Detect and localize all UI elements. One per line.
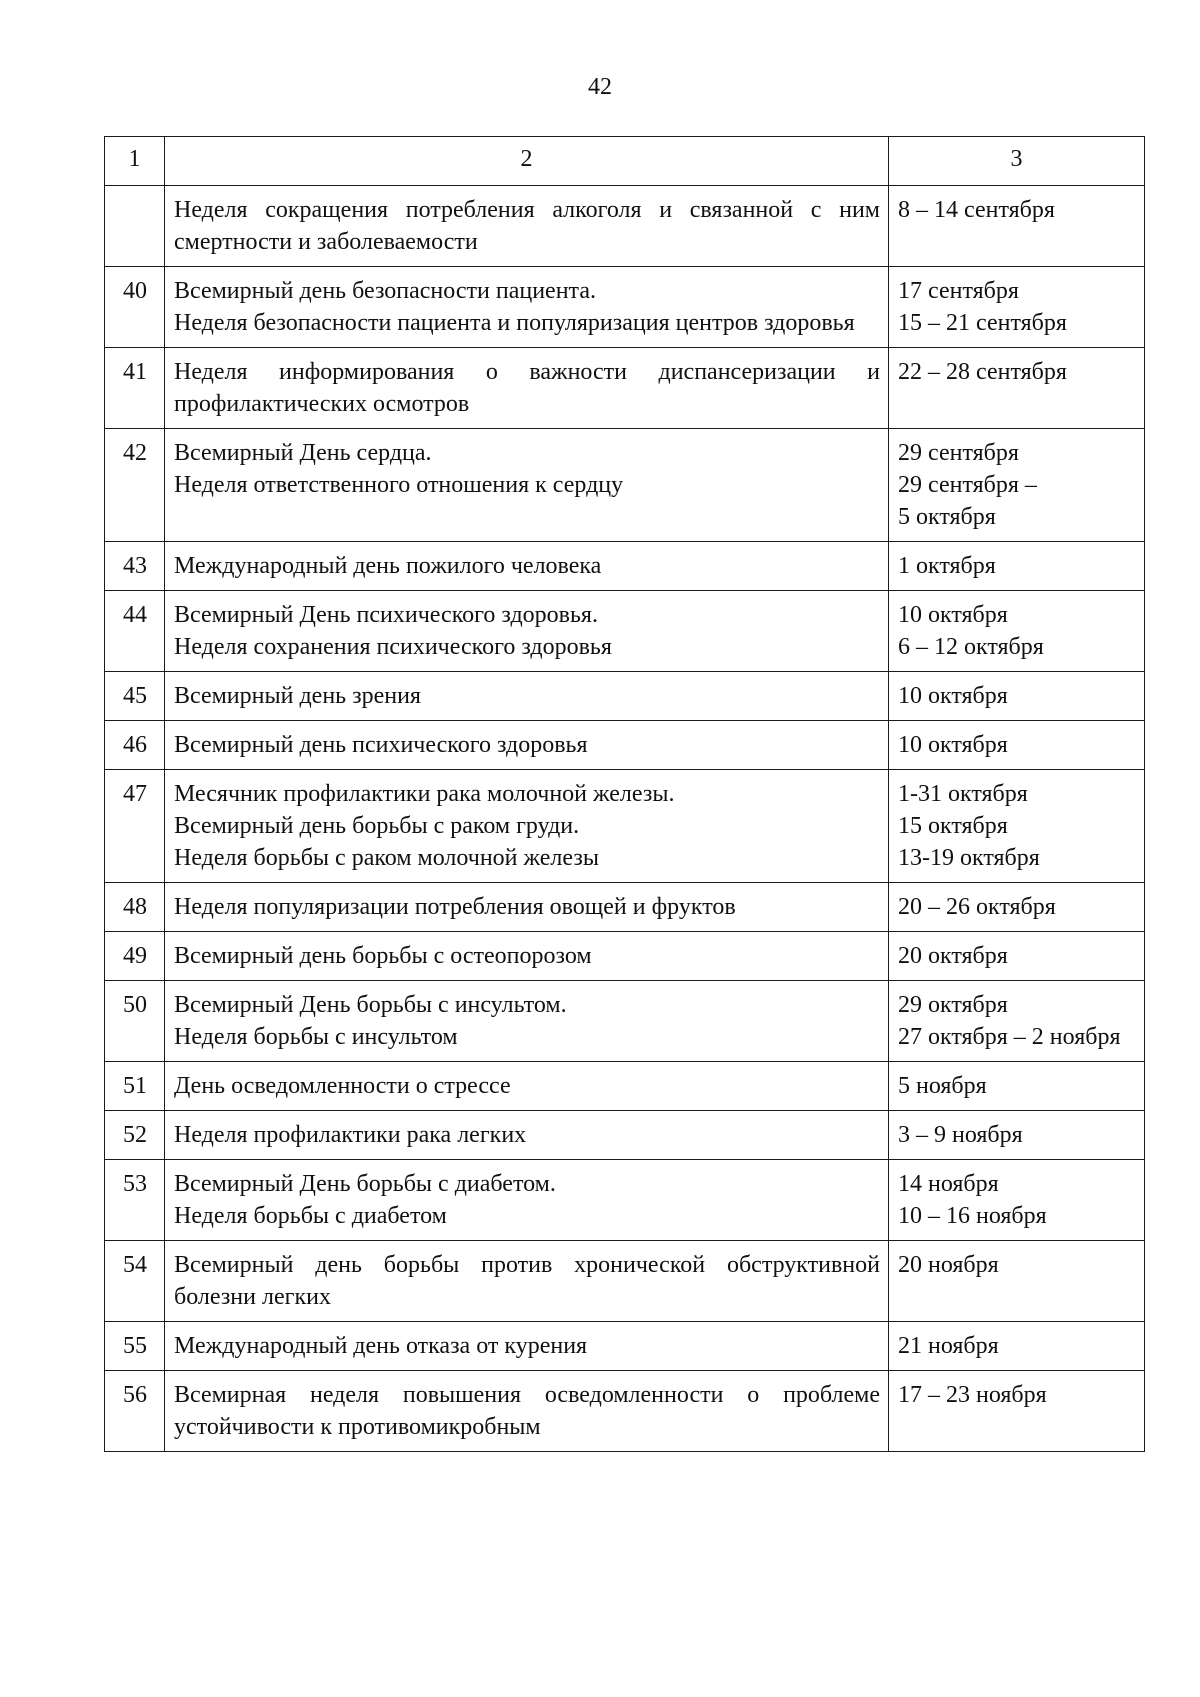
event-title: Всемирный день борьбы с остеопорозом <box>174 943 592 969</box>
event-dates-cell <box>889 1241 1145 1322</box>
event-title: Неделя сокращения потребления алкоголя и связанной с ним смертности и заболеваемости <box>174 197 880 255</box>
table-row <box>105 672 1145 721</box>
row-number: 53 <box>105 1160 165 1241</box>
table-row <box>105 591 1145 672</box>
event-title: Неделя борьбы с диабетом <box>174 1203 447 1229</box>
event-dates-cell <box>889 591 1145 672</box>
event-dates-cell <box>889 1111 1145 1160</box>
event-title: Неделя профилактики рака легких <box>174 1122 527 1148</box>
column-header-3: 3 <box>889 137 1145 186</box>
event-title: Всемирный День психического здоровья. <box>174 602 598 628</box>
event-date: 20 октября <box>898 943 1008 969</box>
row-number: 45 <box>105 672 165 721</box>
event-title: Неделя популяризации потребления овощей и фруктов <box>174 894 736 920</box>
event-date: 1-31 октября <box>898 781 1028 807</box>
table-row <box>105 267 1145 348</box>
event-title: Всемирный День сердца. <box>174 440 432 466</box>
event-date: 20 – 26 октября <box>898 894 1056 920</box>
event-title-cell <box>165 770 889 883</box>
event-title: Неделя безопасности пациента и популяризация центров здоровья <box>174 310 855 336</box>
event-date: 22 – 28 сентября <box>898 359 1067 385</box>
table-header-row <box>105 137 1145 186</box>
event-dates-cell <box>889 883 1145 932</box>
column-header-2: 2 <box>165 137 889 186</box>
table-row <box>105 932 1145 981</box>
row-number: 46 <box>105 721 165 770</box>
event-dates-cell <box>889 1160 1145 1241</box>
row-number: 44 <box>105 591 165 672</box>
event-title-cell <box>165 429 889 542</box>
event-title-cell <box>165 348 889 429</box>
event-title: День осведомленности о стрессе <box>174 1073 511 1099</box>
event-title: Всемирный День борьбы с инсультом. <box>174 992 567 1018</box>
event-dates-cell <box>889 542 1145 591</box>
event-date: 29 октября <box>898 992 1008 1018</box>
event-date: 10 октября <box>898 683 1008 709</box>
event-dates-cell <box>889 1371 1145 1452</box>
event-title: Всемирный день безопасности пациента. <box>174 278 596 304</box>
row-number: 41 <box>105 348 165 429</box>
table-row <box>105 542 1145 591</box>
event-title-cell <box>165 883 889 932</box>
table-body <box>105 186 1145 1452</box>
row-number <box>105 186 165 267</box>
event-title-cell <box>165 1062 889 1111</box>
table-row <box>105 1241 1145 1322</box>
event-dates-cell <box>889 429 1145 542</box>
event-title-cell <box>165 542 889 591</box>
event-title-cell <box>165 1241 889 1322</box>
event-title: Всемирный день зрения <box>174 683 421 709</box>
event-date: 1 октября <box>898 553 996 579</box>
event-title-cell <box>165 721 889 770</box>
event-title: Всемирный день борьбы с раком груди. <box>174 813 580 839</box>
event-dates-cell <box>889 186 1145 267</box>
event-date: 10 – 16 ноября <box>898 1203 1047 1229</box>
event-dates-cell <box>889 932 1145 981</box>
event-date: 29 сентября – <box>898 472 1037 498</box>
event-title-cell <box>165 1111 889 1160</box>
event-title: Месячник профилактики рака молочной железы. <box>174 781 675 807</box>
table-row <box>105 348 1145 429</box>
event-dates-cell <box>889 1322 1145 1371</box>
event-dates-cell <box>889 981 1145 1062</box>
event-date: 27 октября – 2 ноября <box>898 1024 1121 1050</box>
row-number: 50 <box>105 981 165 1062</box>
event-title: Международный день пожилого человека <box>174 553 602 579</box>
event-title: Всемирный день психического здоровья <box>174 732 588 758</box>
table-row <box>105 1322 1145 1371</box>
event-title: Международный день отказа от курения <box>174 1333 588 1359</box>
event-title: Всемирный День борьбы с диабетом. <box>174 1171 556 1197</box>
event-title-cell <box>165 1371 889 1452</box>
event-date: 3 – 9 ноября <box>898 1122 1023 1148</box>
event-dates-cell <box>889 1062 1145 1111</box>
row-number: 43 <box>105 542 165 591</box>
table-row <box>105 429 1145 542</box>
table-row <box>105 186 1145 267</box>
event-date: 6 – 12 октября <box>898 634 1044 660</box>
event-title-cell <box>165 932 889 981</box>
event-title: Неделя информирования о важности диспансеризации и профилактических осмотров <box>174 359 880 417</box>
event-title-cell <box>165 672 889 721</box>
event-title-cell <box>165 1322 889 1371</box>
event-title: Неделя борьбы с раком молочной железы <box>174 845 599 871</box>
event-date: 17 сентября <box>898 278 1019 304</box>
event-date: 13-19 октября <box>898 845 1040 871</box>
row-number: 52 <box>105 1111 165 1160</box>
event-date: 15 – 21 сентября <box>898 310 1067 336</box>
row-number: 51 <box>105 1062 165 1111</box>
event-title: Неделя борьбы с инсультом <box>174 1024 458 1050</box>
event-date: 21 ноября <box>898 1333 999 1359</box>
table-row <box>105 1062 1145 1111</box>
row-number: 49 <box>105 932 165 981</box>
event-title: Неделя ответственного отношения к сердцу <box>174 472 624 498</box>
event-date: 8 – 14 сентября <box>898 197 1055 223</box>
table-row <box>105 721 1145 770</box>
event-dates-cell <box>889 267 1145 348</box>
row-number: 48 <box>105 883 165 932</box>
event-date: 15 октября <box>898 813 1008 839</box>
table-row <box>105 1160 1145 1241</box>
event-title-cell <box>165 186 889 267</box>
row-number: 55 <box>105 1322 165 1371</box>
row-number: 47 <box>105 770 165 883</box>
event-title-cell <box>165 267 889 348</box>
event-date: 10 октября <box>898 732 1008 758</box>
events-table <box>104 136 1145 1452</box>
event-date: 20 ноября <box>898 1252 999 1278</box>
table-row <box>105 883 1145 932</box>
table-row <box>105 1371 1145 1452</box>
event-title: Неделя сохранения психического здоровья <box>174 634 612 660</box>
event-dates-cell <box>889 348 1145 429</box>
event-dates-cell <box>889 721 1145 770</box>
column-header-1: 1 <box>105 137 165 186</box>
page-number: 42 <box>588 74 612 100</box>
event-title: Всемирный день борьбы против хронической обструктивной болезни легких <box>174 1252 880 1310</box>
row-number: 56 <box>105 1371 165 1452</box>
event-title: Всемирная неделя повышения осведомленности о проблеме устойчивости к противомикробным <box>174 1382 880 1440</box>
table-row <box>105 981 1145 1062</box>
row-number: 40 <box>105 267 165 348</box>
event-dates-cell <box>889 672 1145 721</box>
row-number: 42 <box>105 429 165 542</box>
event-date: 10 октября <box>898 602 1008 628</box>
event-date: 14 ноября <box>898 1171 999 1197</box>
event-title-cell <box>165 981 889 1062</box>
event-date: 5 ноября <box>898 1073 987 1099</box>
table-row <box>105 770 1145 883</box>
event-title-cell <box>165 591 889 672</box>
event-title-cell <box>165 1160 889 1241</box>
event-date: 5 октября <box>898 504 996 530</box>
event-dates-cell <box>889 770 1145 883</box>
table-row <box>105 1111 1145 1160</box>
event-date: 17 – 23 ноября <box>898 1382 1047 1408</box>
event-date: 29 сентября <box>898 440 1019 466</box>
row-number: 54 <box>105 1241 165 1322</box>
